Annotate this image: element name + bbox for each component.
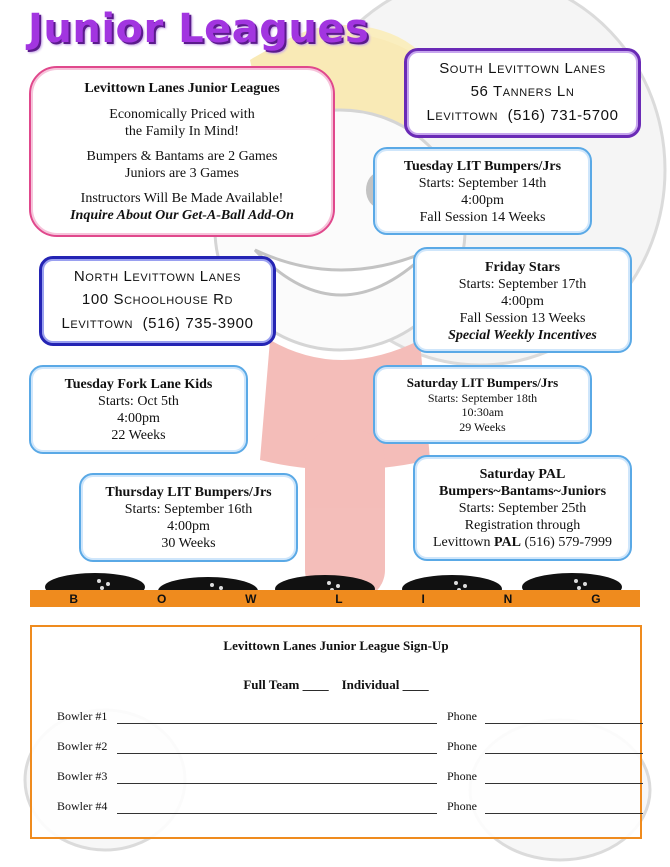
bowler-row: [57, 767, 627, 787]
page-title: Junior Leagues: [28, 6, 370, 52]
bowling-letter: G: [591, 591, 601, 606]
bowling-letter: W: [245, 591, 257, 606]
league-saturday-lit: [373, 365, 592, 444]
south-lanes-name: South Levittown Lanes: [439, 60, 606, 77]
league-title: Friday Stars: [484, 260, 561, 275]
bowling-banner: [30, 590, 640, 607]
league-title: Tuesday LIT Bumpers/Jrs: [403, 159, 562, 174]
intro-line-6: Inquire About Our Get-A-Ball Add-On: [70, 208, 294, 224]
league-start: Starts: September 14th: [418, 176, 547, 192]
signup-form: [30, 625, 642, 839]
north-lanes-box: [39, 256, 276, 346]
intro-line-1: Economically Priced with: [109, 107, 255, 123]
league-title: Tuesday Fork Lane Kids: [64, 377, 213, 392]
intro-line-5: Instructors Will Be Made Available!: [80, 191, 284, 207]
league-time: 4:00pm: [501, 294, 544, 310]
league-start: Starts: September 18th: [427, 390, 538, 405]
phone-label: Phone: [447, 709, 477, 723]
bowler-phone-field[interactable]: [485, 753, 643, 754]
league-start: Starts: September 17th: [458, 277, 587, 293]
league-contact-phone: (516) 579-7999: [521, 535, 612, 551]
league-start: Starts: Oct 5th: [98, 394, 179, 410]
south-lanes-phone: Levittown (516) 731-5700: [426, 106, 619, 124]
bowler-name-field[interactable]: [117, 783, 437, 784]
league-contact: [415, 534, 630, 551]
bowler-name-field[interactable]: [117, 723, 437, 724]
bowler-label: Bowler #1: [57, 709, 108, 723]
bowler-row: [57, 737, 627, 757]
bowler-label: Bowler #4: [57, 799, 108, 813]
phone-label: Phone: [447, 769, 477, 783]
league-start: Starts: September 25th: [458, 501, 587, 517]
bowler-phone-field[interactable]: [485, 813, 643, 814]
north-lanes-address: 100 Schoolhouse Rd: [81, 291, 234, 309]
league-title: Thursday LIT Bumpers/Jrs: [105, 485, 272, 500]
phone-label: Phone: [447, 739, 477, 753]
intro-line-4: Juniors are 3 Games: [125, 166, 239, 182]
bowling-letter: N: [503, 591, 513, 606]
individual-field[interactable]: Individual ____: [341, 677, 429, 692]
bowling-letter: I: [421, 591, 425, 606]
league-duration: Fall Session 14 Weeks: [419, 210, 546, 226]
league-divisions: Bumpers~Bantams~Juniors: [438, 484, 607, 500]
south-lanes-address: 56 Tanners Ln: [470, 83, 575, 101]
league-tuesday-lit: [373, 147, 592, 235]
league-registration: Registration through: [464, 518, 581, 534]
bowler-row: [57, 707, 627, 727]
league-duration: Fall Session 13 Weeks: [459, 311, 586, 327]
bowler-phone-field[interactable]: [485, 783, 643, 784]
bowling-letter: O: [156, 591, 167, 606]
north-lanes-phone: Levittown (516) 735-3900: [61, 314, 254, 332]
league-time: 4:00pm: [167, 519, 210, 535]
bowler-row: [57, 797, 627, 817]
league-title: Saturday PAL: [479, 467, 566, 482]
bowler-label: Bowler #3: [57, 769, 108, 783]
bowler-name-field[interactable]: [117, 813, 437, 814]
signup-title: Levittown Lanes Junior League Sign-Up: [223, 638, 449, 653]
bowling-letter: B: [69, 591, 79, 606]
bowler-phone-field[interactable]: [485, 723, 643, 724]
league-saturday-pal: [413, 455, 632, 561]
bowler-name-field[interactable]: [117, 753, 437, 754]
north-lanes-name: North Levittown Lanes: [73, 268, 242, 285]
league-duration: 22 Weeks: [111, 428, 166, 444]
full-team-field[interactable]: Full Team ____: [243, 677, 329, 692]
league-title: Saturday LIT Bumpers/Jrs: [406, 375, 559, 390]
league-duration: 30 Weeks: [161, 536, 216, 552]
league-note: Special Weekly Incentives: [448, 328, 597, 344]
league-time: 4:00pm: [117, 411, 160, 427]
bowling-letter: L: [335, 591, 343, 606]
bowler-label: Bowler #2: [57, 739, 108, 753]
league-contact-pal: PAL: [494, 535, 521, 551]
league-tuesday-fork: [29, 365, 248, 454]
intro-line-3: Bumpers & Bantams are 2 Games: [86, 149, 278, 165]
league-contact-town: Levittown: [432, 535, 495, 551]
league-time: 4:00pm: [461, 193, 504, 209]
league-start: Starts: September 16th: [124, 502, 253, 518]
league-friday-stars: [413, 247, 632, 353]
intro-heading: Levittown Lanes Junior Leagues: [84, 81, 280, 96]
league-time: 10:30am: [461, 405, 504, 420]
team-type-row: [32, 677, 640, 693]
intro-box: [29, 66, 335, 237]
south-lanes-box: [404, 48, 641, 138]
phone-label: Phone: [447, 799, 477, 813]
league-thursday-lit: [79, 473, 298, 562]
league-duration: 29 Weeks: [459, 420, 506, 435]
intro-line-2: the Family In Mind!: [125, 124, 239, 140]
